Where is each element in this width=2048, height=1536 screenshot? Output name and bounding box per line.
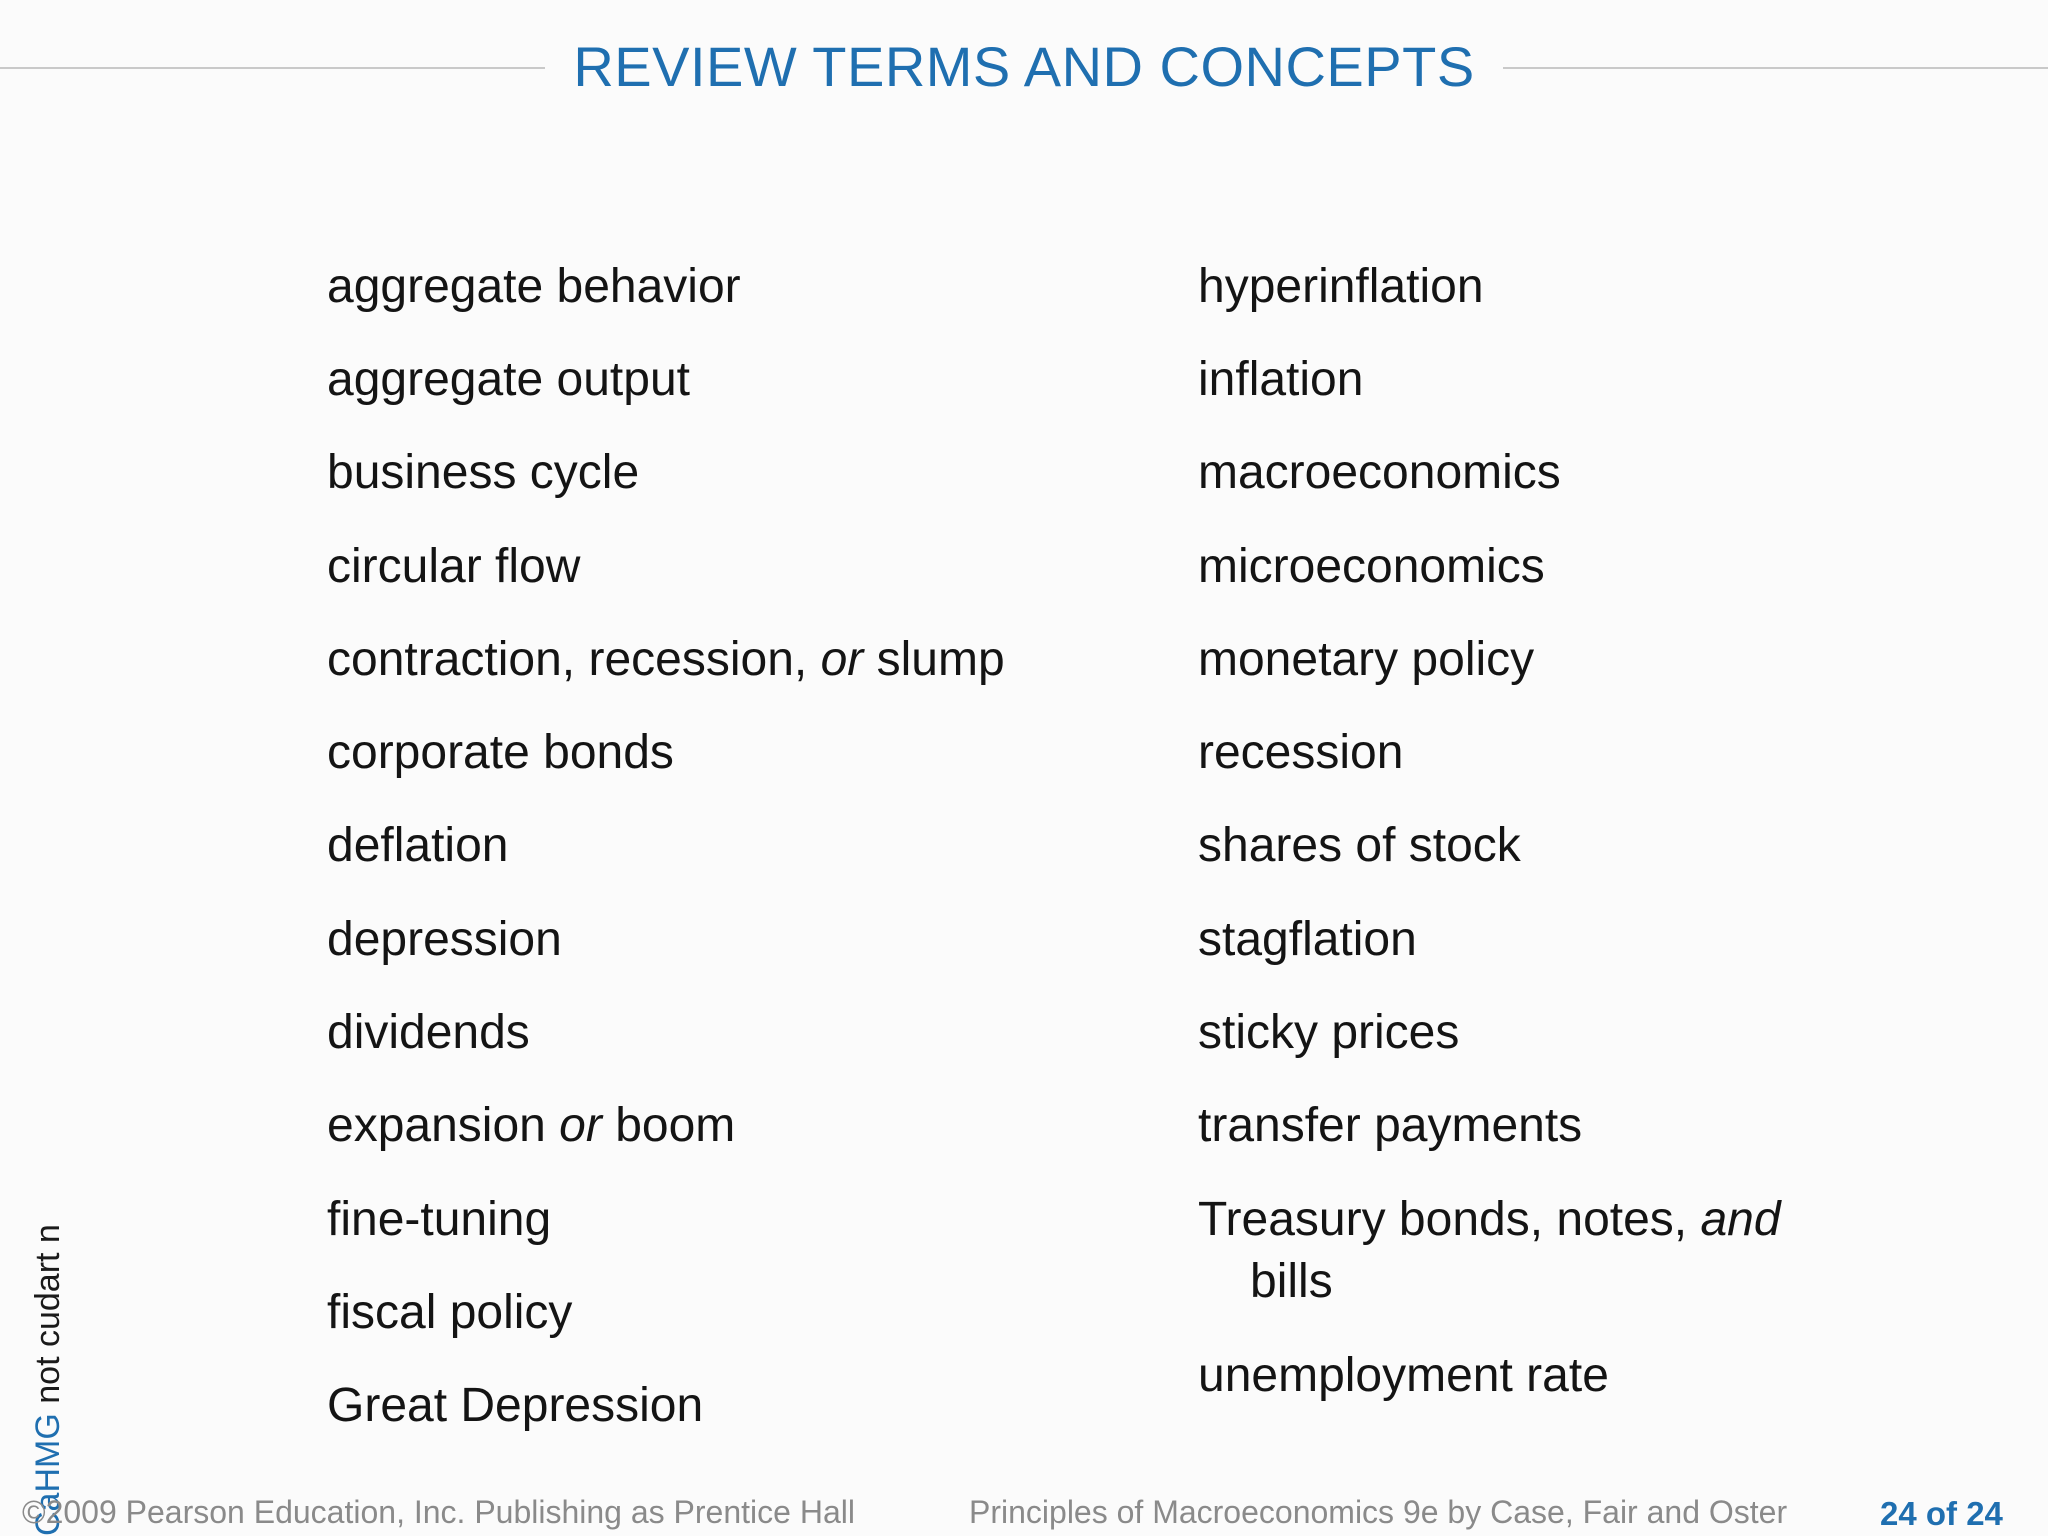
term-item: fiscal policy	[327, 1286, 573, 1339]
term-item: aggregate output	[327, 353, 690, 406]
term-item: macroeconomics	[1198, 446, 1561, 499]
term-item: shares of stock	[1198, 819, 1521, 872]
term-item: aggregate behavior	[327, 260, 741, 313]
term-item: dividends	[327, 1006, 530, 1059]
term-item: unemployment rate	[1198, 1349, 1609, 1402]
header-rule-left	[0, 67, 545, 69]
term-italic-text: and	[1700, 1193, 1781, 1246]
term-item: microeconomics	[1198, 540, 1545, 593]
term-item: depression	[327, 913, 562, 966]
term-continuation: bills	[1250, 1255, 1333, 1308]
term-item	[327, 629, 1005, 691]
page-number: 24 of 24	[1880, 1495, 2003, 1532]
side-label	[30, 1224, 66, 1536]
term-item: transfer payments	[1198, 1099, 1583, 1152]
term-text: contraction, recession,	[327, 633, 821, 686]
term-item: recession	[1198, 726, 1404, 779]
footer-book-title: Principles of Macroeconomics 9e by Case, Fair and Oster	[969, 1494, 1788, 1530]
header-rule-right	[1503, 67, 2048, 69]
term-item	[1198, 1189, 1781, 1313]
term-item: sticky prices	[1198, 1006, 1460, 1059]
term-text: Treasury bonds, notes,	[1198, 1193, 1701, 1246]
term-item: circular flow	[327, 540, 581, 593]
term-item: monetary policy	[1198, 633, 1535, 686]
side-label-brand: CaHMG	[29, 1413, 67, 1536]
term-item	[327, 1095, 735, 1157]
term-text: expansion	[327, 1099, 560, 1152]
term-item: Great Depression	[327, 1379, 704, 1432]
term-item: fine-tuning	[327, 1193, 552, 1246]
side-label-text: not cudart n	[29, 1224, 67, 1404]
term-item: inflation	[1198, 353, 1364, 406]
term-item: deflation	[327, 819, 509, 872]
term-item: business cycle	[327, 446, 640, 499]
term-item: stagflation	[1198, 913, 1417, 966]
page-title: REVIEW TERMS AND CONCEPTS	[573, 35, 1475, 98]
term-item: corporate bonds	[327, 726, 674, 779]
footer-copyright: ©2009 Pearson Education, Inc. Publishing as Prentice Hall	[22, 1494, 855, 1530]
term-text: slump	[863, 633, 1005, 686]
term-italic-text: or	[559, 1099, 602, 1152]
term-item: hyperinflation	[1198, 260, 1484, 313]
term-text: boom	[601, 1099, 736, 1152]
term-italic-text: or	[820, 633, 864, 686]
